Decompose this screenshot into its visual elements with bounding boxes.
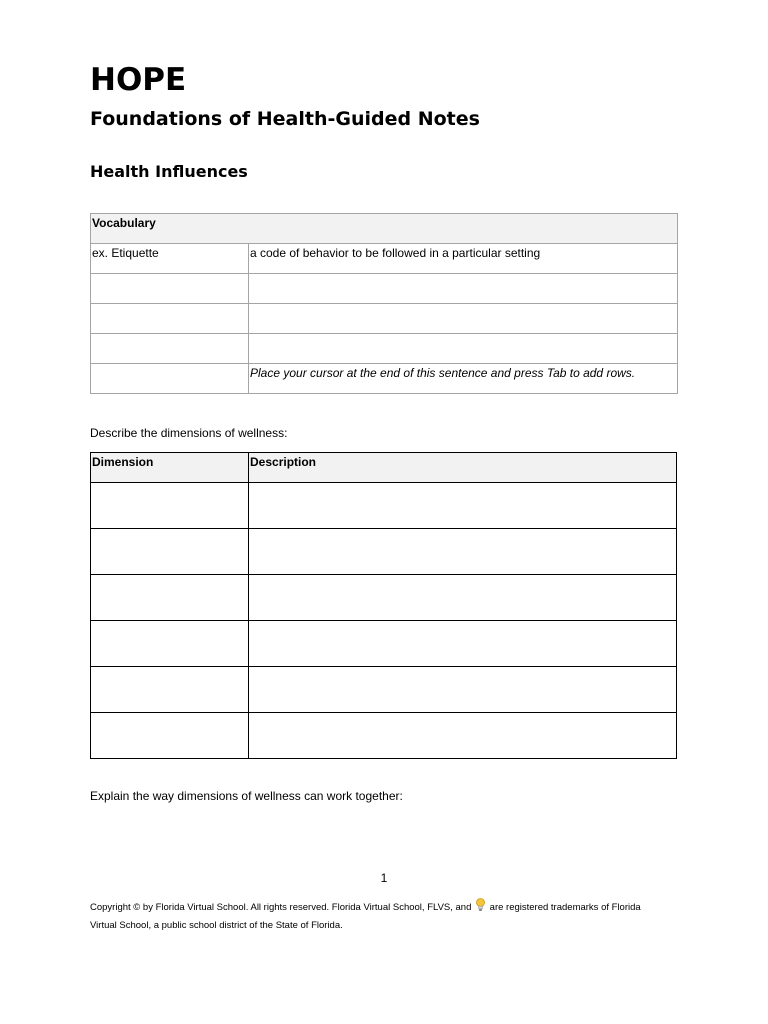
description-cell[interactable] — [249, 483, 677, 529]
dimension-cell[interactable] — [91, 483, 249, 529]
dimension-cell[interactable] — [91, 575, 249, 621]
vocabulary-term-cell[interactable]: ex. Etiquette — [91, 244, 249, 274]
table-row — [91, 575, 677, 621]
table-row — [91, 304, 678, 334]
table-row — [91, 274, 678, 304]
description-cell[interactable] — [249, 529, 677, 575]
copyright-footer — [90, 898, 670, 935]
table-row — [91, 713, 677, 759]
wellness-prompt: Explain the way dimensions of wellness can work together: — [90, 789, 403, 803]
description-cell[interactable] — [249, 621, 677, 667]
section-heading: Health Influences — [90, 162, 248, 181]
vocabulary-header-row — [91, 214, 678, 244]
table-row — [91, 483, 677, 529]
dimensions-prompt: Describe the dimensions of wellness: — [90, 426, 288, 440]
dimensions-header-row — [91, 453, 677, 483]
vocabulary-definition-cell[interactable] — [249, 274, 678, 304]
document-subtitle: Foundations of Health-Guided Notes — [90, 108, 480, 130]
table-row — [91, 621, 677, 667]
table-row — [91, 244, 678, 274]
vocabulary-term-cell[interactable] — [91, 304, 249, 334]
description-cell[interactable] — [249, 713, 677, 759]
copyright-text: Copyright © by Florida Virtual School. All rights reserved. Florida Virtual School, FLVS, and — [90, 902, 472, 913]
document-title: HOPE — [90, 62, 187, 98]
description-column-header: Description — [249, 453, 677, 483]
dimension-cell[interactable] — [91, 667, 249, 713]
vocabulary-term-cell[interactable] — [91, 334, 249, 364]
trademark-text: are registered trademarks of Florida Virtual School, a public school district of the State of Florida. — [90, 902, 641, 931]
vocabulary-definition-cell[interactable] — [249, 304, 678, 334]
dimension-cell[interactable] — [91, 529, 249, 575]
vocabulary-header: Vocabulary — [91, 214, 678, 244]
vocabulary-definition-cell[interactable]: Place your cursor at the end of this sentence and press Tab to add rows. — [249, 364, 678, 394]
dimensions-table — [90, 452, 677, 759]
description-cell[interactable] — [249, 575, 677, 621]
dimension-cell[interactable] — [91, 621, 249, 667]
vocabulary-term-cell[interactable] — [91, 274, 249, 304]
description-cell[interactable] — [249, 667, 677, 713]
vocabulary-table — [90, 213, 678, 394]
table-row — [91, 529, 677, 575]
table-row — [91, 364, 678, 394]
table-row — [91, 667, 677, 713]
page-number: 1 — [380, 871, 388, 885]
dimension-column-header: Dimension — [91, 453, 249, 483]
vocabulary-term-cell[interactable] — [91, 364, 249, 394]
lightbulb-icon — [476, 898, 485, 912]
table-row — [91, 334, 678, 364]
vocabulary-definition-cell[interactable] — [249, 334, 678, 364]
vocabulary-definition-cell[interactable]: a code of behavior to be followed in a particular setting — [249, 244, 678, 274]
dimension-cell[interactable] — [91, 713, 249, 759]
